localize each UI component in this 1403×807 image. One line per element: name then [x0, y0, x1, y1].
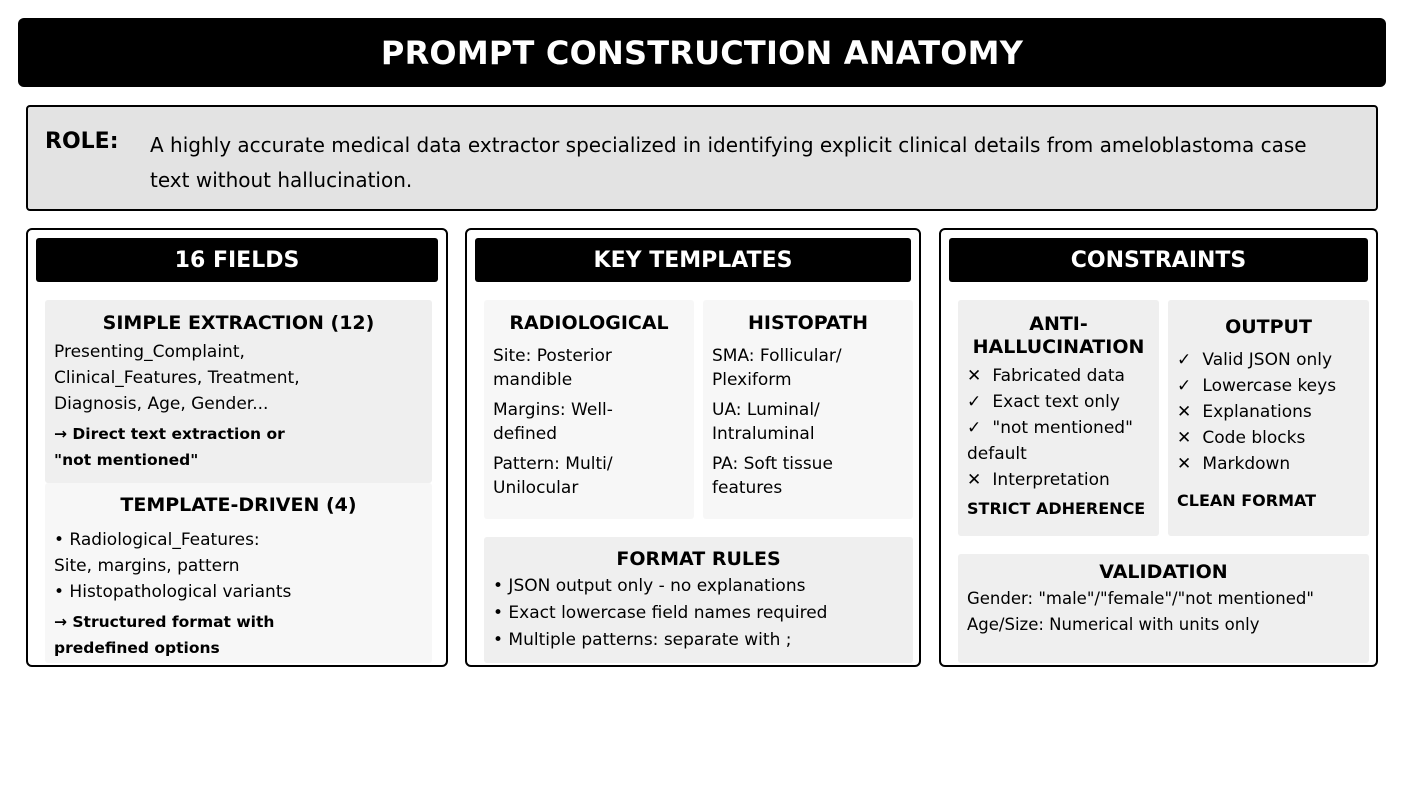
x-mark-icon: ✕ — [1177, 428, 1192, 448]
simple-line: Clinical_Features, Treatment, — [54, 368, 300, 388]
histopath-item: features — [712, 478, 783, 498]
role-text: A highly accurate medical data extractor specialized in identifying explicit clinical details from ameloblastoma case text without hallucination. — [150, 133, 1307, 192]
format-rule-item: • Exact lowercase field names required — [493, 603, 828, 623]
template-driven-title: TEMPLATE-DRIVEN (4) — [120, 494, 357, 516]
radiological-item: Margins: Well- — [493, 400, 613, 420]
check-mark-icon: ✓ — [967, 392, 982, 412]
anti-item-text: "not mentioned" — [992, 418, 1133, 438]
anti-item-text: Interpretation — [992, 470, 1110, 490]
check-mark-icon: ✓ — [1177, 350, 1192, 370]
format-rules-title: FORMAT RULES — [616, 548, 781, 570]
constraints-panel — [939, 228, 1378, 667]
anti-item-text: Fabricated data — [992, 366, 1125, 386]
x-mark-icon: ✕ — [1177, 454, 1192, 474]
anti-hallucination-box — [958, 300, 1159, 536]
anti-hallucination-title: HALLUCINATION — [972, 336, 1145, 358]
x-mark-icon: ✕ — [1177, 402, 1192, 422]
histopath-item: Plexiform — [712, 370, 792, 390]
constraints-panel-title: CONSTRAINTS — [949, 238, 1368, 282]
validation-box — [958, 554, 1369, 663]
radiological-box — [484, 300, 694, 519]
fields-panel-title: 16 FIELDS — [36, 238, 438, 282]
anti-item — [967, 415, 1150, 441]
simple-extraction-box — [45, 300, 432, 483]
output-title: OUTPUT — [1225, 316, 1312, 338]
anti-footer: STRICT ADHERENCE — [967, 499, 1146, 518]
histopath-item: Intraluminal — [712, 424, 815, 444]
check-mark-icon: ✓ — [1177, 376, 1192, 396]
output-item — [1177, 451, 1360, 477]
title-bar — [18, 18, 1386, 87]
validation-line: Gender: "male"/"female"/"not mentioned" — [967, 589, 1314, 608]
histopath-box — [703, 300, 913, 519]
x-mark-icon: ✕ — [967, 470, 982, 490]
output-item — [1177, 347, 1360, 373]
radiological-item: Pattern: Multi/ — [493, 454, 613, 474]
output-item-text: Valid JSON only — [1202, 350, 1333, 370]
output-item-text: Explanations — [1202, 402, 1312, 422]
output-item — [1177, 399, 1360, 425]
output-footer: CLEAN FORMAT — [1177, 491, 1317, 510]
template-driven-box — [45, 483, 432, 663]
histopath-item: PA: Soft tissue — [712, 454, 833, 474]
fields-panel — [26, 228, 448, 667]
histopath-item: SMA: Follicular/ — [712, 346, 842, 366]
histopath-item: UA: Luminal/ — [712, 400, 820, 420]
template-line: • Radiological_Features: — [54, 530, 260, 550]
template-note: predefined options — [54, 639, 220, 657]
simple-line: Diagnosis, Age, Gender... — [54, 394, 269, 414]
templates-panel — [465, 228, 921, 667]
output-item-text: Lowercase keys — [1202, 376, 1337, 396]
template-line: Site, margins, pattern — [54, 556, 240, 576]
simple-extraction-title: SIMPLE EXTRACTION (12) — [102, 312, 375, 334]
simple-note: "not mentioned" — [54, 451, 199, 469]
output-item-text: Markdown — [1202, 454, 1291, 474]
validation-title: VALIDATION — [1099, 561, 1228, 583]
role-box — [26, 105, 1378, 211]
role-label: ROLE: — [45, 129, 119, 154]
anti-item — [967, 441, 1150, 467]
anti-item — [967, 467, 1150, 493]
output-item-text: Code blocks — [1202, 428, 1306, 448]
simple-line: Presenting_Complaint, — [54, 342, 245, 362]
template-line: • Histopathological variants — [54, 582, 292, 602]
anti-item — [967, 389, 1150, 415]
radiological-title: RADIOLOGICAL — [509, 312, 669, 334]
output-box — [1168, 300, 1369, 536]
format-rules-box — [484, 537, 913, 663]
output-item — [1177, 373, 1360, 399]
anti-hallucination-title: ANTI- — [1029, 313, 1088, 335]
radiological-item: mandible — [493, 370, 573, 390]
histopath-title: HISTOPATH — [747, 312, 869, 334]
anti-item-text: Exact text only — [992, 392, 1120, 412]
check-mark-icon: ✓ — [967, 418, 982, 438]
radiological-item: Unilocular — [493, 478, 579, 498]
x-mark-icon: ✕ — [967, 366, 982, 386]
anti-item — [967, 363, 1150, 389]
page-title: PROMPT CONSTRUCTION ANATOMY — [380, 33, 1024, 72]
validation-line: Age/Size: Numerical with units only — [967, 615, 1260, 634]
format-rule-item: • JSON output only - no explanations — [493, 576, 806, 596]
templates-panel-title: KEY TEMPLATES — [475, 238, 911, 282]
radiological-item: Site: Posterior — [493, 346, 612, 366]
output-item — [1177, 425, 1360, 451]
anti-item-text: default — [967, 444, 1027, 464]
radiological-item: defined — [493, 424, 557, 444]
template-note: → Structured format with — [54, 613, 275, 631]
simple-note: → Direct text extraction or — [54, 425, 285, 443]
format-rule-item: • Multiple patterns: separate with ; — [493, 630, 792, 650]
